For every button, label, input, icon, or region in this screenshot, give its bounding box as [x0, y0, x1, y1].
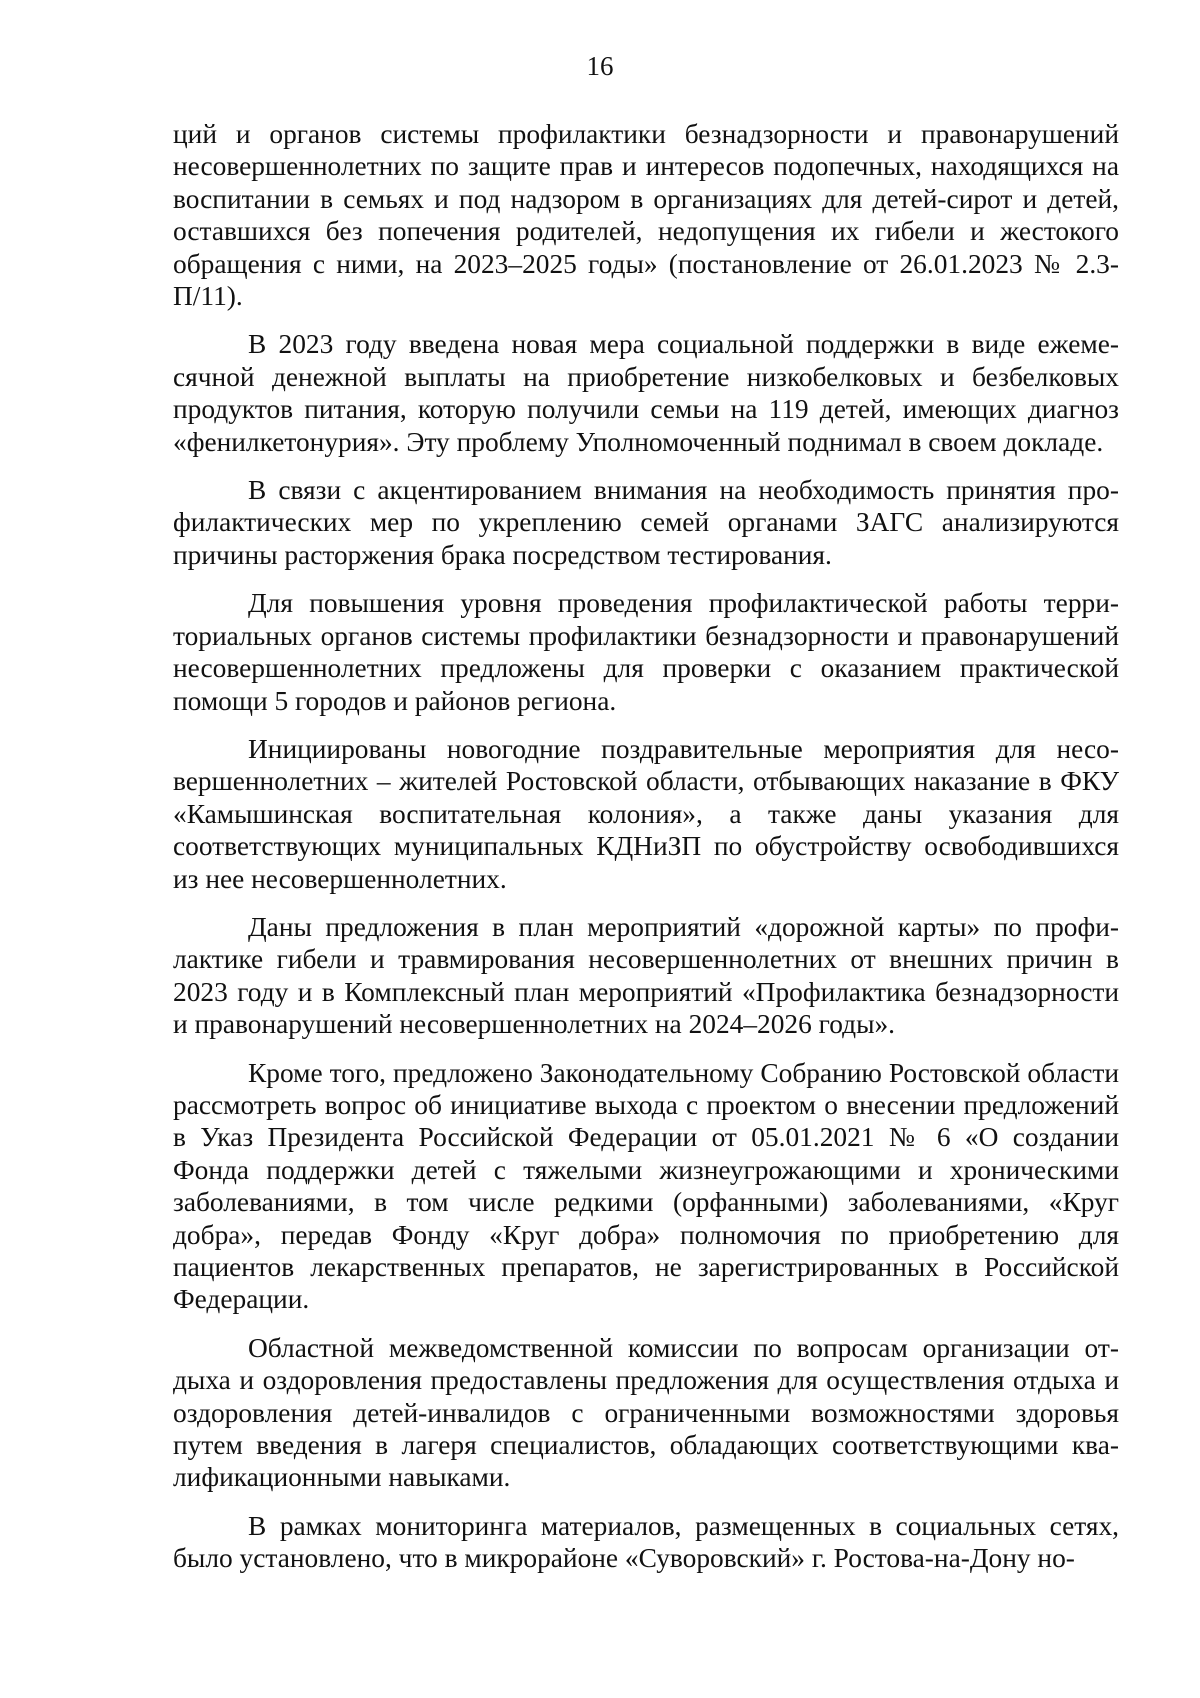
paragraph-zags-prevention: В связи с акцентированием внимания на необходимость принятия профилактических мер по укреплению семей органами ЗАГС анализируются причины расторжения брака посредством тестирования.: [173, 475, 1119, 570]
paragraph-social-media-monitoring: В рамках мониторинга материалов, размещенных в социальных сетях, было установлено, что в микрорайоне «Суворовский» г. Ростова-на-Дону но-: [173, 1510, 1119, 1574]
page-number: 16: [586, 51, 614, 81]
paragraph-road-map-proposals: Даны предложения в план мероприятий «дорожной карты» по профилактике гибели и травмирования несовершеннолетних от внешних причин в 2023 году и в Комплексный план мероприятий «Профилактика безнадзорности и правонарушений несовершеннолетних на 2024–2026 годы».: [173, 911, 1119, 1040]
paragraph-social-support: В 2023 году введена новая мера социальной поддержки в виде ежемесячной денежной выплаты на приобретение низкобелковых и безбелковых продуктов питания, которую получили семьи на 119 детей, имеющих диагноз «фенилкетонурия». Эту проблему Уполномоченный поднимал в своем докладе.: [173, 329, 1119, 457]
paragraph-legislative-proposal: Кроме того, предложено Законодательному Собранию Ростовской области рассмотреть вопрос об инициативе выхода с проектом о внесении предложений в Указ Президента Российской Федерации от 05.01.2021 № 6 «О создании Фонда поддержки детей с тяжелыми жизнеугрожающими и хроническими заболеваниями, в том числе редкими (орфанными) заболеваниями, «Круг добра», передав Фонду «Круг добра» полномочия по приобретению для пациентов лекарственных препаратов, не зарегистрированных в Российской Федерации.: [173, 1057, 1119, 1315]
paragraph-new-year-events: Инициированы новогодние поздравительные мероприятия для несовершеннолетних – жителей Ростовской области, отбывающих наказание в ФКУ «Камышинская воспитательная колония», а также даны указания для соответствующих муниципальных КДНиЗП по обустройству освободившихся из нее несовершеннолетних.: [173, 733, 1119, 894]
paragraph-territorial-inspection: Для повышения уровня проведения профилактической работы территориальных органов системы профилактики безнадзорности и правонарушений несовершеннолетних предложены для проверки с оказанием практической помощи 5 городов и районов региона.: [173, 588, 1119, 716]
paragraph-continued: ций и органов системы профилактики безнадзорности и правонарушений несовершеннолетних по защите прав и интересов подопечных, находящихся на воспитании в семьях и под надзором в организациях для детей-сирот и детей, оставшихся без попечения родителей, недопущения их гибели и жестокого обращения с ними, на 2023–2025 годы» (постановление от 26.01.2023 № 2.3-П/11).: [173, 119, 1119, 312]
paragraph-recreation-commission: Областной межведомственной комиссии по вопросам организации отдыха и оздоровления предоставлены предложения для осуществления отдыха и оздоровления детей-инвалидов с ограниченными возможностями здоровья путем введения в лагеря специалистов, обладающих соответствующими квалификационными навыками.: [173, 1332, 1119, 1493]
document-body: [173, 118, 1119, 1575]
